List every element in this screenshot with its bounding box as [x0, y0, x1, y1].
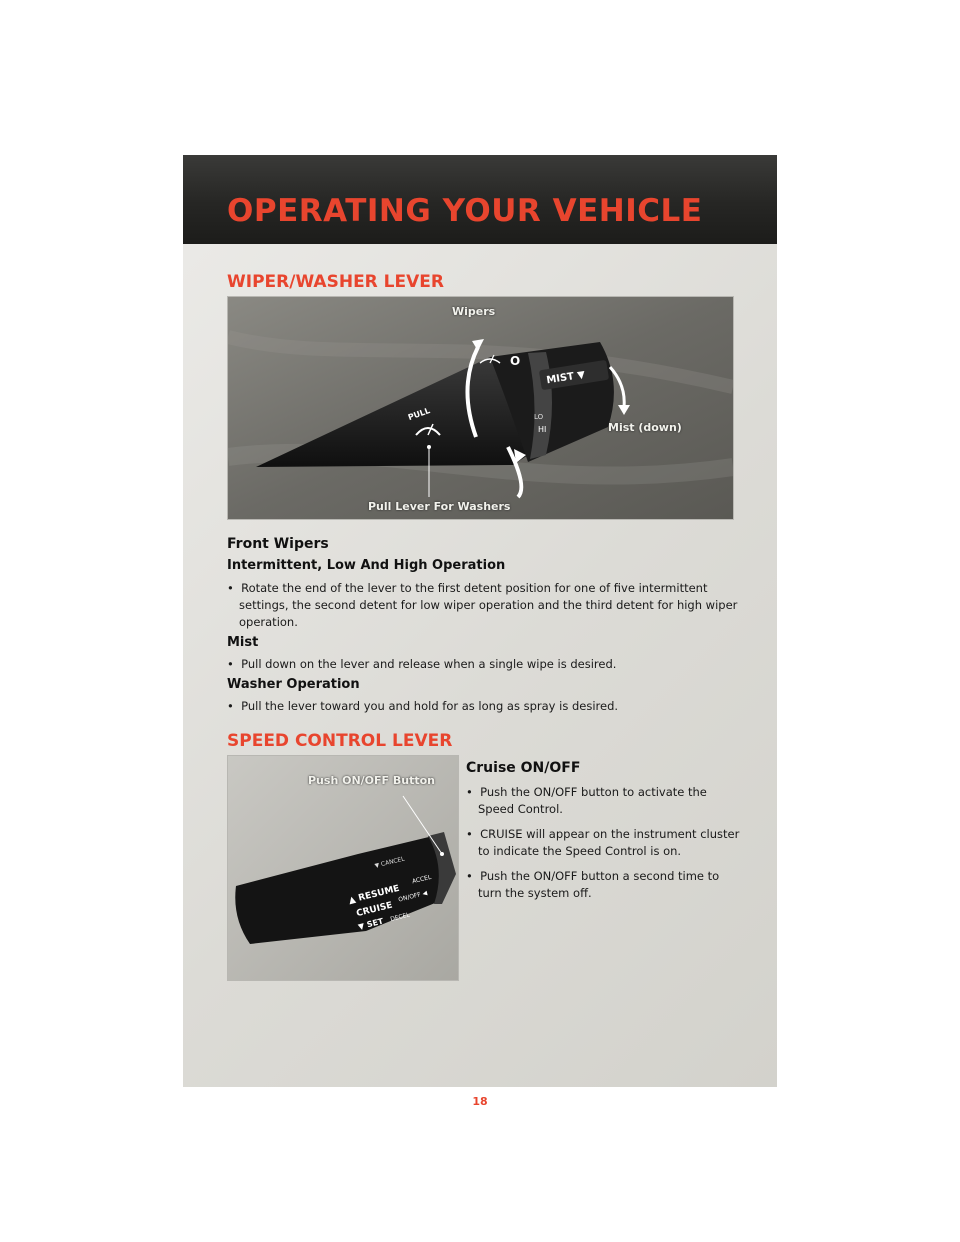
wiper-section-title: WIPER/WASHER LEVER: [227, 272, 444, 292]
push-onoff-callout: Push ON/OFF Button: [308, 774, 436, 787]
mist-bullet: • Pull down on the lever and release when a single wipe is desired.: [227, 656, 747, 673]
cruise-bullet-2: • CRUISE will appear on the instrument cluster to indicate the Speed Control is on.: [466, 826, 744, 860]
speed-lever-image: [227, 755, 459, 981]
mist-heading: Mist: [227, 635, 259, 650]
cancel-marking: ▼ CANCEL: [373, 855, 406, 870]
washer-heading: Washer Operation: [227, 677, 360, 692]
page-title: OPERATING YOUR VEHICLE: [227, 193, 703, 229]
resume-marking: ▲ RESUME: [347, 883, 401, 907]
lo-marking: LO: [534, 413, 544, 421]
cruise-marking: CRUISE: [355, 900, 394, 920]
intermittent-bullet: • Rotate the end of the lever to the first detent position for one of five intermittent settings, the second detent for low wiper operation and the third detent for high wiper operation.: [227, 580, 747, 631]
intermittent-heading: Intermittent, Low And High Operation: [227, 558, 506, 573]
washer-bullet: • Pull the lever toward you and hold for as long as spray is desired.: [227, 698, 747, 715]
page-number: 18: [472, 1095, 488, 1108]
wiper-lever-image: [227, 296, 734, 520]
mist-marking: MIST ▼: [545, 369, 586, 387]
speed-lever-illustration: [228, 756, 458, 980]
pull-lever-callout: Pull Lever For Washers: [368, 500, 511, 513]
speed-section-title: SPEED CONTROL LEVER: [227, 731, 453, 751]
cruise-bullet-3: • Push the ON/OFF button a second time to turn the system off.: [466, 868, 744, 902]
cruise-onoff-heading: Cruise ON/OFF: [466, 760, 581, 776]
cruise-bullet-1: • Push the ON/OFF button to activate the Speed Control.: [466, 784, 744, 818]
wipers-callout: Wipers: [452, 305, 496, 318]
mist-down-callout: Mist (down): [608, 421, 682, 434]
manual-page: [183, 155, 777, 1108]
off-marking: O: [510, 354, 521, 368]
pull-marking: PULL: [406, 406, 432, 423]
header-banner: [183, 155, 777, 244]
wiper-lever-illustration: [228, 297, 733, 519]
decel-marking: DECEL: [389, 911, 411, 924]
accel-marking: ACCEL: [411, 873, 433, 886]
onoff-marking: ON/OFF ◀: [397, 889, 428, 904]
hi-marking: HI: [538, 425, 547, 434]
front-wipers-heading: Front Wipers: [227, 536, 329, 552]
set-marking: ▼ SET: [357, 916, 385, 932]
